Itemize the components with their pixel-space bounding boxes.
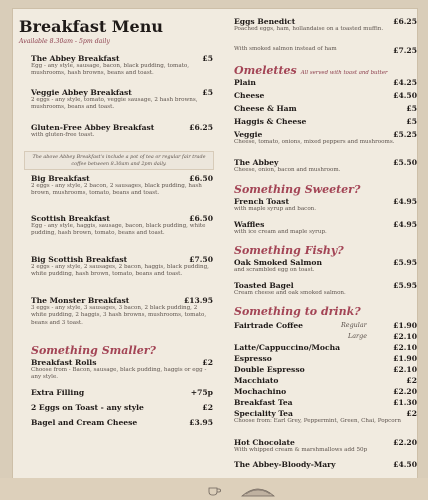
coffee-cup-icon [207, 486, 221, 496]
menu-item: Cheese £4.50 [234, 91, 417, 100]
menu-item: Espresso £1.90 [234, 354, 417, 363]
menu-item: 2 Eggs on Toast - any style £2 [31, 403, 213, 412]
menu-item: Breakfast Rolls £2 Choose from - Bacon, sausage, black pudding, haggis or egg - any style. [31, 358, 213, 381]
menu-item: The Abbey £5.50 Cheese, onion, bacon and mushroom. [234, 158, 417, 173]
section-heading-sweeter: Something Sweeter? [234, 183, 361, 196]
menu-item: Gluten-Free Abbey Breakfast £6.25 with gluten-free toast. [31, 123, 213, 138]
section-heading-drink: Something to drink? [234, 305, 361, 318]
menu-item: The Abbey Breakfast £5 Egg - any style, sausage, bacon, black pudding, tomato, mushrooms, hash browns, beans and toast. [31, 54, 213, 77]
menu-item: Veggie £5.25 Cheese, tomato, onions, mixed peppers and mushrooms. [234, 130, 417, 145]
menu-item: With smoked salmon instead of ham £7.25 [234, 46, 417, 55]
menu-item: Latte/Cappuccino/Mocha £2.10 [234, 343, 417, 352]
menu-item: The Abbey-Bloody-Mary £4.50 [234, 460, 417, 469]
section-heading-omelettes: Omelettes All served with toast and butter [234, 64, 388, 77]
menu-item: Fairtrade Coffee £1.90 [234, 321, 417, 330]
menu-item: Macchiato £2 [234, 376, 417, 385]
menu-item: Extra Filling +75p [31, 388, 213, 397]
menu-item: French Toast £4.95 with maple syrup and bacon. [234, 197, 417, 212]
menu-title: Breakfast Menu [19, 17, 163, 36]
section-heading-fishy: Something Fishy? [234, 244, 344, 257]
menu-item: Hot Chocolate £2.20 With whipped cream & marshmallows add 50p [234, 438, 417, 453]
menu-item: Big Breakfast £6.50 2 eggs - any style, 2 bacon, 2 sausages, black pudding, hash brown, mushrooms, tomato, beans and toast. [31, 174, 213, 197]
menu-item: Mochachino £2.20 [234, 387, 417, 396]
menu-item: Plain £4.25 [234, 78, 417, 87]
menu-item: Veggie Abbey Breakfast £5 2 eggs - any style, tomato, veggie sausage, 2 hash browns, mushrooms, beans and toast. [31, 88, 213, 111]
menu-item: The Monster Breakfast £13.95 3 eggs - any style, 3 sausages, 3 bacon, 2 black pudding, 2 white pudding, 2 haggis, 3 hash browns, mushrooms, tomato, beans and 3 toast. [31, 296, 213, 326]
menu-item: Eggs Benedict £6.25 Poached eggs, ham, hollandaise on a toasted muffin. [234, 17, 417, 32]
menu-page: Breakfast Menu Available 8.30am - 5pm daily The Abbey Breakfast £5 Egg - any style, sausage, bacon, black pudding, tomato, mushrooms, hash browns, beans and toast. Veggie Abbey Breakfast £5 2 eggs - any style, tomato, veggie sausage, 2 hash browns, mushrooms, beans and toast. Gluten-Free Abbey Breakfast £6.25 with gluten-free toast. Big Breakfast £6.50 2 eggs - any style, 2 bacon, 2 sausages, black pudding, hash brown, mushrooms, tomato, beans and toast. Scottish Breakfast £6.50 Egg - any style, haggis, sausage, bacon, black pudding, white pudding, hash brown, tomato, beans and toast. Big Scottish Breakfast £7.50 2 eggs - any style, 2 sausages, 2 bacon, haggis, black pudding, white pudding, hash brown, tomato, beans and toast. The Monster Breakfast £13.95 3 eggs - any style, 3 sausages, 3 bacon, 2 black pudding, 2 white pudding, 2 haggis, 3 hash browns, mushrooms, tomato, beans and 3 toast. Something Smaller? Breakfast Rolls £2 Choose from - Bacon, sausage, black pudding, haggis or egg - any style. Extra Filling +75p 2 Eggs on Toast - any style £2 Bagel and Cream Cheese £3.95 The above Abbey Breakfast's include a pot of tea or regular fair trade coffee between 8.30am and 2pm daily. Eggs Benedict £6.25 Poached eggs, ham, hollandaise on a toasted muffin. With smoked salmon instead of ham £7.25 Omelettes All served with toast and butter Plain £4.25 Cheese £4.50 Cheese & Ham £5 Haggis & Cheese £5 Veggie £5.25 Cheese, tomato, onions, mixed peppers and mushrooms. The Abbey £5.50 Cheese, onion, bacon and mushroom. Something Sweeter? French Toast £4.95 with maple syrup and bacon. Waffles £4.95 with ice cream and maple syrup. Something Fishy? Oak Smoked Salmon £5.95 and scrambled egg on toast. Toasted Bagel £5.95 Cream cheese and oak smoked salmon. Something to drink? Fairtrade Coffee £1.90 £2.10 Latte/Cappuccino/Mocha £2.10 Espresso £1.90 Double Espresso £2.10 Macchiato £2 Mochachino £2.20 Breakfast Tea £1.30 Speciality Tea £2 Choose from: Earl Grey, Peppermint, Green, Chai, Popcorn Hot Chocolate £2.20 With whipped cream & marshmallows add 50p The Abbey-Bloody-Mary £4.50 Regular Large [0, 0, 428, 500]
cake-icon [238, 484, 278, 498]
menu-item: Waffles £4.95 with ice cream and maple syrup. [234, 220, 417, 235]
menu-item: Oak Smoked Salmon £5.95 and scrambled egg on toast. [234, 258, 417, 273]
menu-item: Bagel and Cream Cheese £3.95 [31, 418, 213, 427]
menu-item: Double Espresso £2.10 [234, 365, 417, 374]
breakfast-note: The above Abbey Breakfast's include a pot of tea or regular fair trade coffee between 8.30am and 2pm daily. [24, 151, 214, 170]
menu-item: Breakfast Tea £1.30 [234, 398, 417, 407]
menu-item: Big Scottish Breakfast £7.50 2 eggs - any style, 2 sausages, 2 bacon, haggis, black pudding, white pudding, hash brown, tomato, beans and toast. [31, 255, 213, 278]
size-label-regular: Regular [341, 321, 367, 329]
menu-item: Speciality Tea £2 Choose from: Earl Grey, Peppermint, Green, Chai, Popcorn [234, 409, 417, 424]
menu-item: Toasted Bagel £5.95 Cream cheese and oak smoked salmon. [234, 281, 417, 296]
section-heading-smaller: Something Smaller? [31, 344, 157, 357]
menu-item: Cheese & Ham £5 [234, 104, 417, 113]
size-label-large: Large [348, 332, 367, 340]
menu-item: Haggis & Cheese £5 [234, 117, 417, 126]
menu-subtitle: Available 8.30am - 5pm daily [19, 38, 110, 45]
menu-item: Scottish Breakfast £6.50 Egg - any style, haggis, sausage, bacon, black pudding, white pudding, hash brown, tomato, beans and toast. [31, 214, 213, 237]
